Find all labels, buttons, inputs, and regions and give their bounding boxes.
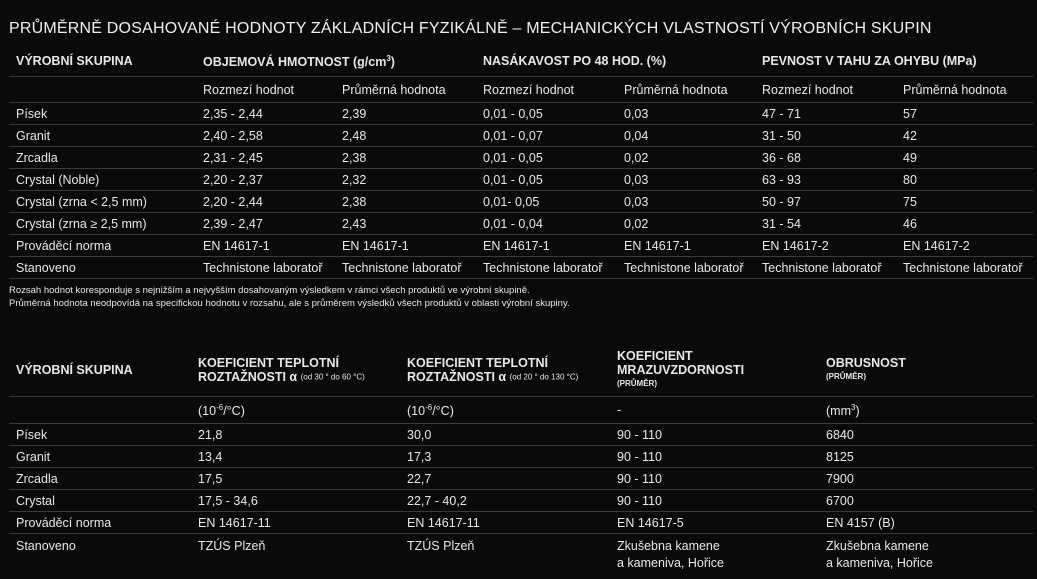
table2-header-row — [9, 344, 1033, 397]
row-label: Písek — [9, 103, 196, 125]
table-cell: EN 4157 (B) — [819, 512, 1033, 534]
table-row — [9, 103, 1033, 125]
table-cell: 21,8 — [191, 424, 400, 446]
table-cell: 90 - 110 — [610, 424, 819, 446]
table-cell: Technistone laboratoř — [896, 257, 1033, 279]
table-cell: 17,5 — [191, 468, 400, 490]
table-cell: 0,03 — [617, 191, 755, 213]
table-cell: Zkušebna kamene a kameniva, Hořice — [826, 539, 933, 570]
physical-properties-table — [9, 46, 1033, 279]
table-cell: 36 - 68 — [755, 147, 896, 169]
table-cell: 49 — [896, 147, 1033, 169]
table-cell: EN 14617-2 — [755, 235, 896, 257]
row-label: Prováděcí norma — [9, 512, 191, 534]
header-expansion-20-130: KOEFICIENT TEPLOTNÍ ROZTAŽNOSTI α (od 20 ° do 130 °C) — [400, 344, 610, 397]
table-cell: 80 — [896, 169, 1033, 191]
table-row — [9, 125, 1033, 147]
table-row — [9, 191, 1033, 213]
row-label: Granit — [9, 446, 191, 468]
table1-header-row — [9, 46, 1033, 77]
table-cell: 0,01- 0,05 — [476, 191, 617, 213]
table-cell: 2,39 - 2,47 — [196, 213, 335, 235]
table-cell: 2,32 — [335, 169, 476, 191]
subheader-range: Rozmezí hodnot — [476, 77, 617, 103]
table-cell: 50 - 97 — [755, 191, 896, 213]
table-row — [9, 424, 1033, 446]
table-cell: 2,39 — [335, 103, 476, 125]
table-row — [9, 213, 1033, 235]
subheader-range: Rozmezí hodnot — [755, 77, 896, 103]
table-cell: 8125 — [819, 446, 1033, 468]
row-label: Zrcadla — [9, 147, 196, 169]
header-density: OBJEMOVÁ HMOTNOST $(g/cm^3)$ — [196, 46, 476, 77]
table-cell: Zkušebna kamene a kameniva, Hořice — [617, 539, 724, 570]
table-cell: EN 14617-1 — [476, 235, 617, 257]
table-cell: 0,01 - 0,04 — [476, 213, 617, 235]
table-cell: 2,38 — [335, 147, 476, 169]
table-cell: EN 14617-2 — [896, 235, 1033, 257]
table-cell: 0,01 - 0,05 — [476, 169, 617, 191]
table-cell: 90 - 110 — [610, 468, 819, 490]
table-cell: 2,40 - 2,58 — [196, 125, 335, 147]
table-cell: EN 14617-11 — [191, 512, 400, 534]
row-label: Crystal (zrna ≥ 2,5 mm) — [9, 213, 196, 235]
table2-units-row — [9, 397, 1033, 424]
table-cell: 46 — [896, 213, 1033, 235]
header-absorption: NASÁKAVOST PO 48 HOD. (%) — [476, 46, 755, 77]
table-row — [9, 512, 1033, 534]
subheader-avg: Průměrná hodnota — [617, 77, 755, 103]
table-row — [9, 235, 1033, 257]
units-expansion-1: $(10^{-6}/^\circ C)$ — [191, 397, 400, 424]
table-cell: 2,35 - 2,44 — [196, 103, 335, 125]
row-label: Crystal (zrna < 2,5 mm) — [9, 191, 196, 213]
table-row — [9, 446, 1033, 468]
table-cell: 7900 — [819, 468, 1033, 490]
row-label: Stanoveno — [16, 539, 76, 553]
row-label: Crystal (Noble) — [9, 169, 196, 191]
header-frost-resistance: KOEFICIENT MRAZUVZDORNOSTI (PRŮMĚR) — [610, 344, 819, 397]
table-cell: TZÚS Plzeň — [407, 539, 475, 553]
table-cell: 75 — [896, 191, 1033, 213]
header-group: VÝROBNÍ SKUPINA — [9, 344, 191, 397]
table-cell: 0,01 - 0,07 — [476, 125, 617, 147]
table-cell: 90 - 110 — [610, 446, 819, 468]
table-cell: 17,5 - 34,6 — [191, 490, 400, 512]
table1-subheader-row — [9, 77, 1033, 103]
units-frost: - — [610, 397, 819, 424]
table-cell: 42 — [896, 125, 1033, 147]
table-cell: 13,4 — [191, 446, 400, 468]
table-row — [9, 147, 1033, 169]
table-cell: 6700 — [819, 490, 1033, 512]
table-cell: Technistone laboratoř — [335, 257, 476, 279]
table-cell: EN 14617-1 — [196, 235, 335, 257]
table-cell: 6840 — [819, 424, 1033, 446]
table-cell: 2,20 - 2,44 — [196, 191, 335, 213]
header-abrasion: OBRUSNOST (PRŮMĚR) — [819, 344, 1033, 397]
table-cell: 2,38 — [335, 191, 476, 213]
table-cell: 0,01 - 0,05 — [476, 103, 617, 125]
row-label: Crystal — [9, 490, 191, 512]
table-cell: 17,3 — [400, 446, 610, 468]
table-cell: EN 14617-5 — [610, 512, 819, 534]
header-group: VÝROBNÍ SKUPINA — [9, 46, 196, 77]
subheader-range: Rozmezí hodnot — [196, 77, 335, 103]
table-cell: 31 - 50 — [755, 125, 896, 147]
table-row — [9, 468, 1033, 490]
header-expansion-30-60: KOEFICIENT TEPLOTNÍ ROZTAŽNOSTI α (od 30 ° do 60 °C) — [191, 344, 400, 397]
header-strength: PEVNOST V TAHU ZA OHYBU (MPa) — [755, 46, 1033, 77]
table-row-determined-by — [9, 534, 1033, 579]
note-line: Rozsah hodnot koresponduje s nejnižším a nejvyšším dosahovaným výsledkem v rámci všech produktů ve výrobní skupině. — [9, 285, 530, 296]
table-cell: TZÚS Plzeň — [198, 539, 266, 553]
subheader-avg: Průměrná hodnota — [335, 77, 476, 103]
table-cell: 2,31 - 2,45 — [196, 147, 335, 169]
table-cell: 30,0 — [400, 424, 610, 446]
table-cell: 2,48 — [335, 125, 476, 147]
table-cell: 47 - 71 — [755, 103, 896, 125]
units-empty — [9, 397, 191, 424]
table-cell: EN 14617-1 — [335, 235, 476, 257]
table-cell: 90 - 110 — [610, 490, 819, 512]
row-label: Stanoveno — [9, 257, 196, 279]
table-cell: Technistone laboratoř — [476, 257, 617, 279]
table-cell: 0,03 — [617, 103, 755, 125]
table-cell: Technistone laboratoř — [755, 257, 896, 279]
subheader-avg: Průměrná hodnota — [896, 77, 1033, 103]
thermal-properties-table — [9, 344, 1033, 578]
page-title: PRŮMĚRNĚ DOSAHOVANÉ HODNOTY ZÁKLADNÍCH FYZIKÁLNĚ – MECHANICKÝCH VLASTNOSTÍ VÝROBNÍCH SKUPIN — [9, 20, 932, 37]
table-cell: 0,03 — [617, 169, 755, 191]
table-notes — [9, 284, 570, 310]
table-cell: 22,7 - 40,2 — [400, 490, 610, 512]
units-abrasion: $(mm^3)$ — [819, 397, 1033, 424]
table-cell: 0,02 — [617, 147, 755, 169]
table-row — [9, 490, 1033, 512]
row-label: Prováděcí norma — [9, 235, 196, 257]
row-label: Písek — [9, 424, 191, 446]
units-expansion-2: $(10^{-6}/^\circ C)$ — [400, 397, 610, 424]
table-cell: 31 - 54 — [755, 213, 896, 235]
table-cell: 57 — [896, 103, 1033, 125]
table-row — [9, 257, 1033, 279]
table-cell: 2,43 — [335, 213, 476, 235]
table-cell: 63 - 93 — [755, 169, 896, 191]
note-line: Průměrná hodnota neodpovídá na specifickou hodnotu v rozsahu, ale s průměrem výsledků všech produktů v oblasti výrobní skupiny. — [9, 298, 570, 309]
table-cell: EN 14617-1 — [617, 235, 755, 257]
table-cell: 0,02 — [617, 213, 755, 235]
subheader-empty — [9, 77, 196, 103]
table-cell: Technistone laboratoř — [196, 257, 335, 279]
table-cell: EN 14617-11 — [400, 512, 610, 534]
table-row — [9, 169, 1033, 191]
row-label: Granit — [9, 125, 196, 147]
table-cell: 0,01 - 0,05 — [476, 147, 617, 169]
table-cell: 2,20 - 2,37 — [196, 169, 335, 191]
table-cell: 0,04 — [617, 125, 755, 147]
table-cell: 22,7 — [400, 468, 610, 490]
row-label: Zrcadla — [9, 468, 191, 490]
table-cell: Technistone laboratoř — [617, 257, 755, 279]
